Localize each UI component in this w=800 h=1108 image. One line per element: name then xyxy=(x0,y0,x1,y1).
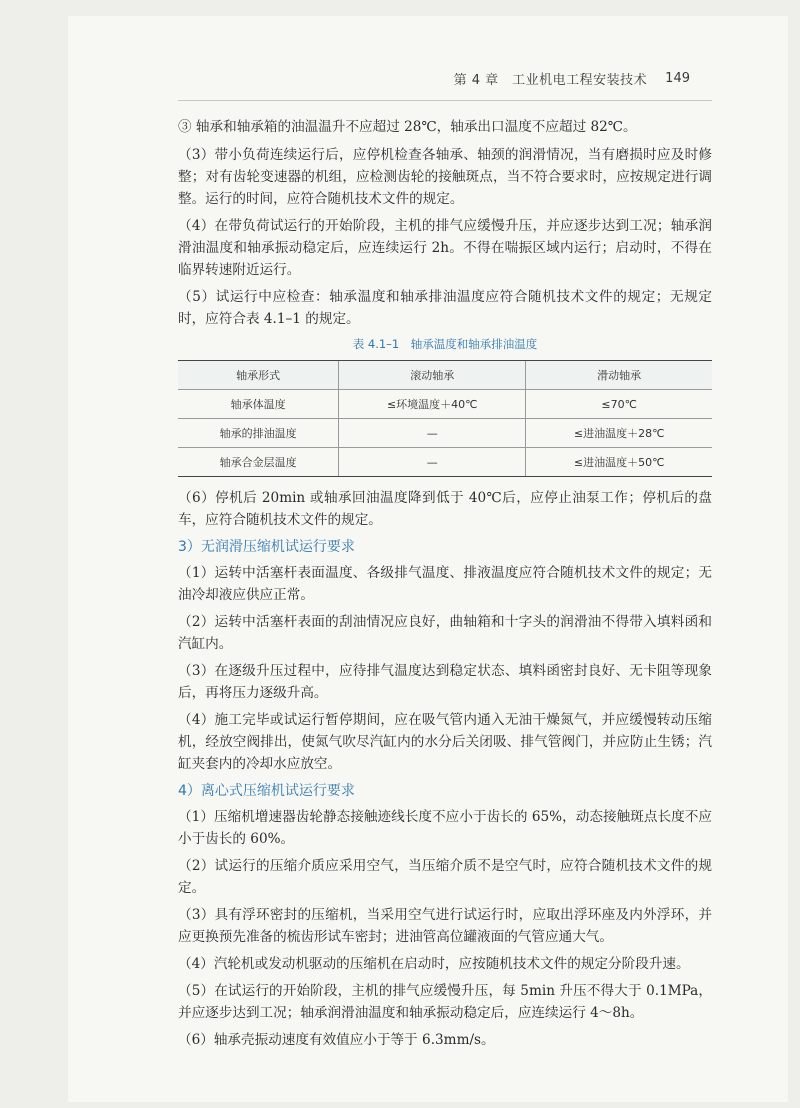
paragraph: （3）带小负荷连续运行后，应停机检查各轴承、轴颈的润滑情况，当有磨损时应及时修整；对有齿轮变速器的机组，应检测齿轮的接触斑点，当不符合要求时，应按规定进行调整。运行的时间，应符合随机技术文件的规定。 xyxy=(178,147,712,207)
bearing-temperature-table xyxy=(178,360,712,477)
table-caption: 表 4.1–1 轴承温度和轴承排油温度 xyxy=(352,337,538,351)
header-cell: 轴承形式 xyxy=(178,361,339,390)
paragraph: （2）运转中活塞杆表面的刮油情况应良好，曲轴箱和十字头的润滑油不得带入填料函和汽缸内。 xyxy=(178,614,712,652)
paragraph: （1）运转中活塞杆表面温度、各级排气温度、排液温度应符合随机技术文件的规定；无油冷却液应供应正常。 xyxy=(178,565,712,603)
table-row xyxy=(178,390,712,419)
table-cell: ≤环境温度＋40℃ xyxy=(339,390,526,419)
body-text xyxy=(178,116,712,1056)
table-cell: ≤进油温度＋50℃ xyxy=(526,448,712,477)
paragraph: （6）停机后 20min 或轴承回油温度降到低于 40℃后，应停止油泵工作；停机后的盘车，应符合随机技术文件的规定。 xyxy=(178,490,712,528)
table-row xyxy=(178,419,712,448)
table-cell: — xyxy=(339,448,526,477)
paragraph: （5）在试运行的开始阶段，主机的排气应缓慢升压，每 5min 升压不得大于 0.1MPa，并应逐步达到工况；轴承润滑油温度和轴承振动稳定后，应连续运行 4～8h。 xyxy=(178,983,712,1021)
paragraph: （4）汽轮机或发动机驱动的压缩机在启动时，应按随机技术文件的规定分阶段升速。 xyxy=(178,956,690,972)
paragraph: （4）在带负荷试运行的开始阶段，主机的排气应缓慢升压，并应逐步达到工况；轴承润滑油温度和轴承振动稳定后，应连续运行 2h。不得在喘振区域内运行；启动时，不得在临界转速附近运行。 xyxy=(178,218,712,278)
paragraph: （1）压缩机增速器齿轮静态接触迹线长度不应小于齿长的 65%，动态接触斑点长度不应小于齿长的 60%。 xyxy=(178,809,712,847)
paragraph: （4）施工完毕或试运行暂停期间，应在吸气管内通入无油干燥氮气，并应缓慢转动压缩机，经放空阀排出，使氮气吹尽汽缸内的水分后关闭吸、排气管阀门，并应防止生锈；汽缸夹套内的冷却水应放空。 xyxy=(178,712,712,772)
table-cell: — xyxy=(339,419,526,448)
table-row xyxy=(178,448,712,477)
paragraph: （3）具有浮环密封的压缩机，当采用空气进行试运行时，应取出浮环座及内外浮环，并应更换预先准备的梳齿形试车密封；进油管高位罐液面的气管应通大气。 xyxy=(178,907,712,945)
paragraph: ③ 轴承和轴承箱的油温温升不应超过 28℃，轴承出口温度不应超过 82℃。 xyxy=(178,119,637,135)
paragraph: （5）试运行中应检查：轴承温度和轴承排油温度应符合随机技术文件的规定；无规定时，应符合表 4.1–1 的规定。 xyxy=(178,289,712,327)
header-cell: 滚动轴承 xyxy=(339,361,526,390)
running-header xyxy=(178,64,690,92)
table-cell: ≤70℃ xyxy=(526,390,712,419)
table-cell: 轴承合金层温度 xyxy=(178,448,339,477)
paragraph: （6）轴承壳振动速度有效值应小于等于 6.3mm/s。 xyxy=(178,1032,495,1048)
section-heading: 3）无润滑压缩机试运行要求 xyxy=(178,539,355,555)
paragraph: （2）试运行的压缩介质应采用空气，当压缩介质不是空气时，应符合随机技术文件的规定。 xyxy=(178,858,712,896)
header-cell: 滑动轴承 xyxy=(526,361,712,390)
chapter-title: 第 4 章 工业机电工程安装技术 xyxy=(453,72,648,88)
header-divider xyxy=(178,100,712,101)
table-cell: 轴承的排油温度 xyxy=(178,419,339,448)
table-cell: 轴承体温度 xyxy=(178,390,339,419)
page-number: 149 xyxy=(665,70,690,86)
section-heading: 4）离心式压缩机试运行要求 xyxy=(178,783,355,799)
paragraph: （3）在逐级升压过程中，应待排气温度达到稳定状态、填料函密封良好、无卡阻等现象后，再将压力逐级升高。 xyxy=(178,663,712,701)
table-header-row xyxy=(178,361,712,390)
table-cell: ≤进油温度＋28℃ xyxy=(526,419,712,448)
